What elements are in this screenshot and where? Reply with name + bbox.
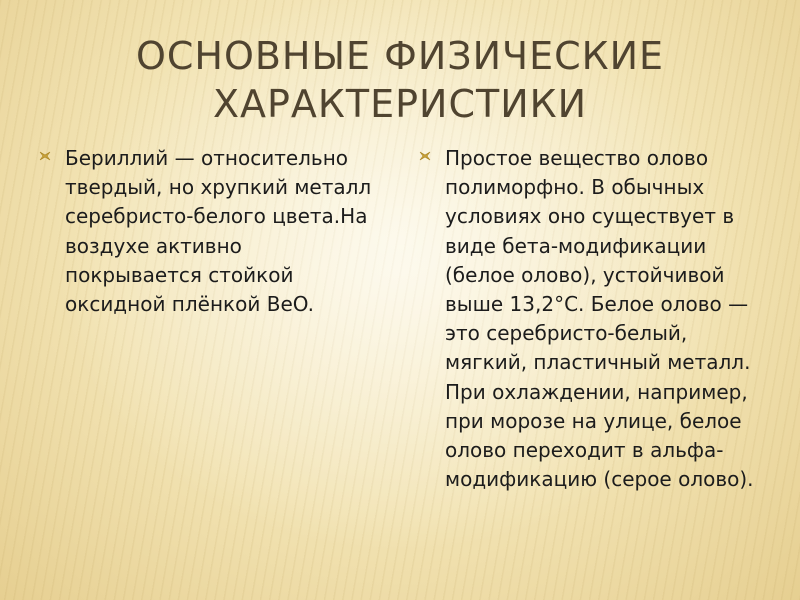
x-bullet-icon	[38, 149, 52, 163]
slide-title: ОСНОВНЫЕ ФИЗИЧЕСКИЕ ХАРАКТЕРИСТИКИ	[135, 34, 665, 126]
bullet-item-beryllium	[38, 144, 378, 319]
x-bullet-icon	[418, 149, 432, 163]
left-column	[38, 144, 378, 319]
bullet-text-beryllium: Бериллий — относительно твердый, но хрупкий металл серебристо-белого цвета.На воздухе активно покрывается стойкой оксидной плёнкой BeO.	[65, 146, 372, 317]
bullet-item-tin	[418, 144, 774, 494]
bullet-text-tin: Простое вещество олово полиморфно. В обычных условиях оно существует в виде бета-модификации (белое олово), устойчивой выше 13,2°C. Белое олово — это серебристо-белый, мягкий, пластичный металл. При охлаждении, например, при морозе на улице, белое олово переходит в альфа-модификацию (серое олово).	[445, 146, 754, 492]
right-column	[418, 144, 774, 494]
